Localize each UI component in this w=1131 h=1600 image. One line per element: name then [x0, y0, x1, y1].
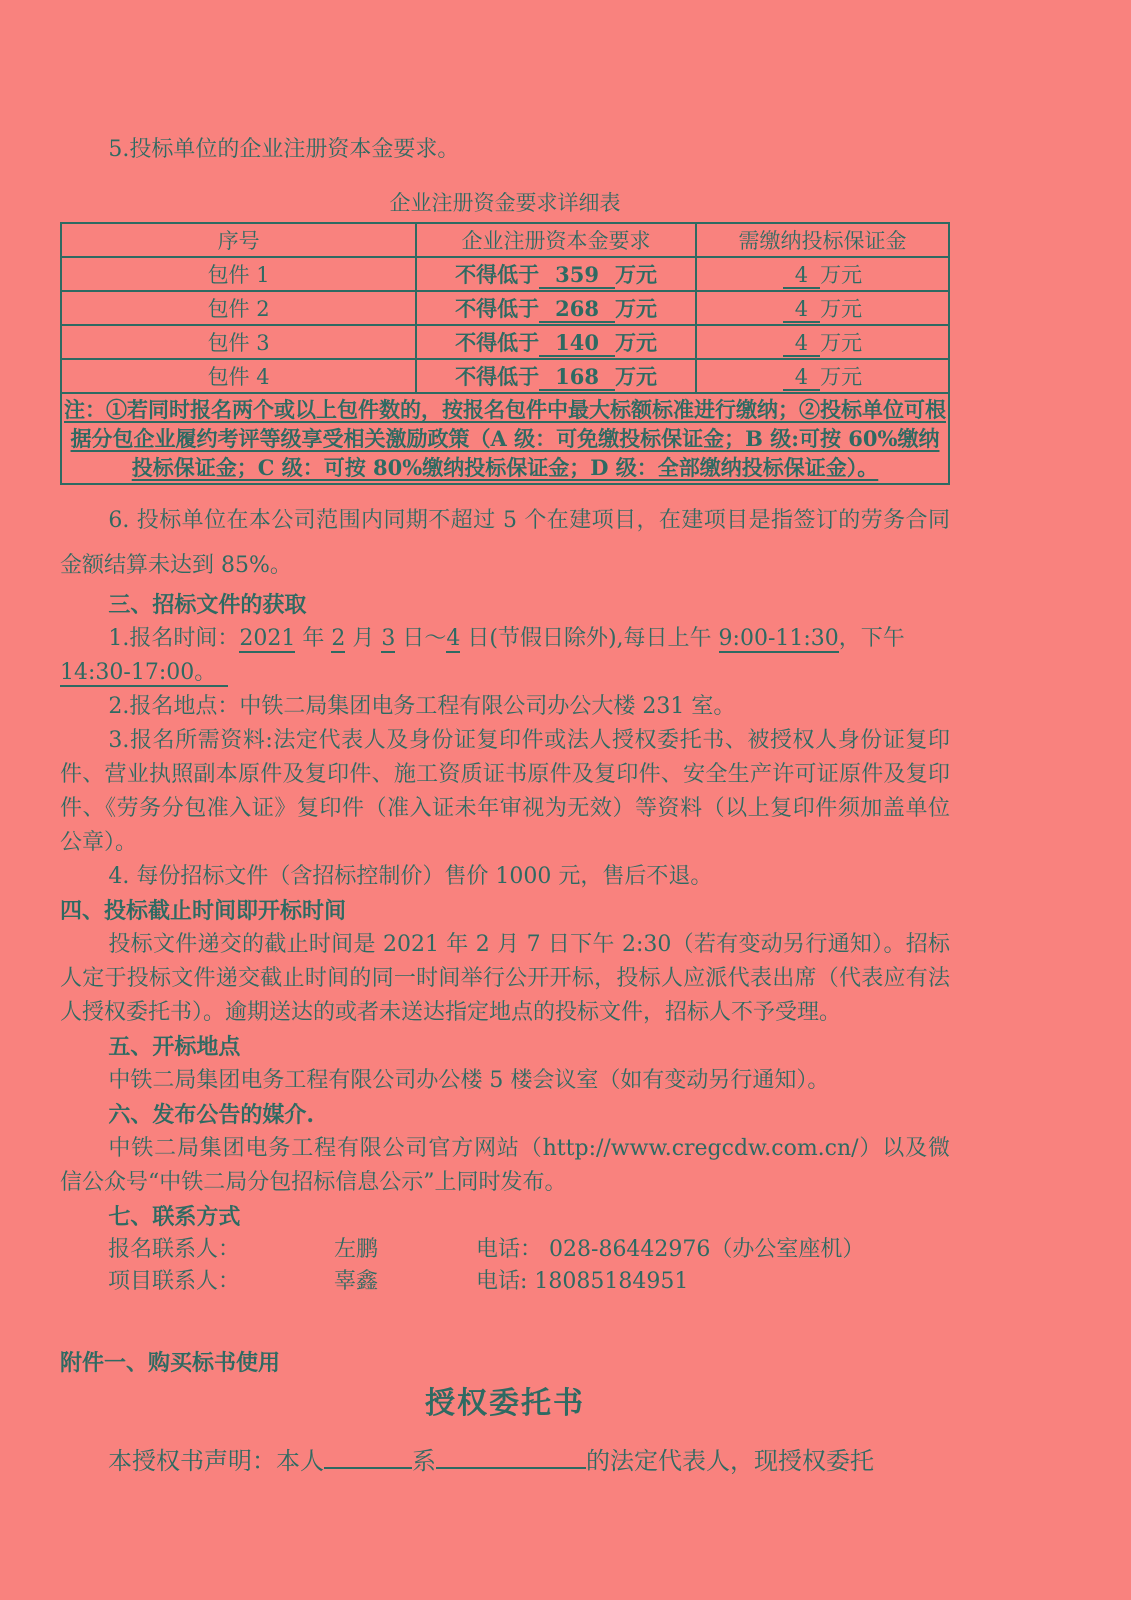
deposit-unit: 万元: [820, 263, 863, 287]
item-2-signup-place: 2.报名地点：中铁二局集团电务工程有限公司办公大楼 231 室。: [108, 694, 736, 719]
signup-year: 2021: [239, 626, 296, 651]
package-seq: 包件 1: [61, 257, 416, 291]
requirement-prefix: 不得低于: [455, 364, 540, 389]
phone-label: 电话：: [476, 1237, 543, 1262]
column-header-seq: 序号: [61, 223, 416, 257]
phone-number: 028-86442976（办公室座机）: [549, 1237, 865, 1262]
deposit-amount: [696, 325, 949, 359]
attachment-heading: 附件一、购买标书使用: [60, 1350, 281, 1376]
requirement-prefix: 不得低于: [455, 296, 540, 321]
table-note-cell: [61, 393, 949, 484]
deposit-unit: 万元: [820, 331, 863, 355]
table-row: [61, 291, 949, 325]
requirement-value: 168: [539, 364, 615, 391]
table-title: 企业注册资金要求详细表: [389, 191, 621, 215]
contact-role: 项目联系人：: [108, 1269, 241, 1294]
deposit-unit: 万元: [820, 297, 863, 321]
deposit-value: 4: [783, 297, 820, 323]
requirement-prefix: 不得低于: [455, 330, 540, 355]
capital-requirement: [416, 325, 696, 359]
blank-person-name-field: [324, 1443, 412, 1469]
poa-mid: 系: [412, 1447, 436, 1475]
phone-number: 18085184951: [534, 1269, 689, 1294]
requirement-unit: 万元: [614, 364, 657, 389]
requirement-unit: 万元: [614, 296, 657, 321]
section-4-paragraph: 投标文件递交的截止时间是 2021 年 2 月 7 日下午 2:30（若有变动另行通知）。招标人定于投标文件递交截止时间的同一时间举行公开开标，投标人应派代表出席（代表应有法人授权委托书）。逾期送达的或者未送达指定地点的投标文件，招标人不予受理。: [60, 932, 950, 1025]
contact-row-signup: [60, 1234, 950, 1266]
signup-day-end: 4: [446, 626, 461, 651]
deposit-value: 4: [783, 331, 820, 357]
contact-name: 左鹏: [334, 1237, 379, 1262]
column-header-capital: 企业注册资本金要求: [416, 223, 696, 257]
table-row: [61, 257, 949, 291]
package-seq: 包件 4: [61, 359, 416, 393]
capital-requirement: [416, 291, 696, 325]
package-seq: 包件 3: [61, 325, 416, 359]
section-6-paragraph: 中铁二局集团电务工程有限公司官方网站（http://www.cregcdw.com.cn/）以及微信公众号“中铁二局分包招标信息公示”上同时发布。: [60, 1136, 950, 1195]
requirement-prefix: 不得低于: [455, 262, 540, 287]
signup-time-prefix: 1.报名时间：: [108, 626, 240, 651]
signup-time-sep5: ，下午: [838, 626, 905, 651]
deposit-unit: 万元: [820, 365, 863, 389]
item-6-project-limit: 6. 投标单位在本公司范围内同期不超过 5 个在建项目，在建项目是指签订的劳务合同金额结算未达到 85%。: [60, 508, 950, 578]
deposit-value: 4: [783, 365, 820, 391]
contact-row-project: [60, 1266, 950, 1298]
deposit-value: 4: [783, 263, 820, 289]
requirement-value: 140: [539, 330, 615, 357]
capital-requirements-table: [60, 222, 950, 485]
item-1-signup-time: [60, 622, 950, 690]
section-6-heading: 六、发布公告的媒介.: [108, 1102, 315, 1128]
poa-suffix: 的法定代表人，现授权委托: [586, 1447, 874, 1475]
signup-day-start: 3: [381, 626, 396, 651]
requirement-value: 268: [539, 296, 615, 323]
requirement-unit: 万元: [614, 330, 657, 355]
requirement-value: 359: [539, 262, 615, 289]
signup-morning-hours: 9:00-11:30: [718, 626, 839, 651]
section-5-heading: 五、开标地点: [108, 1034, 241, 1060]
table-note-row: [61, 393, 949, 484]
item-3-required-materials: 3.报名所需资料:法定代表人及身份证复印件或法人授权委托书、被授权人身份证复印件、营业执照副本原件及复印件、施工资质证书原件及复印件、安全生产许可证原件及复印件、《劳务分包准入证》复印件（准入证未年审视为无效）等资料（以上复印件须加盖单位公章）。: [60, 728, 950, 855]
signup-afternoon-hours: 14:30-17:00。: [60, 660, 228, 687]
section-3-heading: 三、招标文件的获取: [108, 592, 307, 618]
section-4-heading: 四、投标截止时间即开标时间: [60, 898, 347, 924]
deposit-amount: [696, 291, 949, 325]
table-note: 注：①若同时报名两个或以上包件数的，按报名包件中最大标额标准进行缴纳；②投标单位可根据分包企业履约考评等级享受相关激励政策（A 级：可免缴投标保证金；B 级:可按 60%缴纳投标保证金；C 级：可按 80%缴纳投标保证金；D 级：全部缴纳投标保证金）。: [64, 397, 946, 480]
poa-prefix: 本授权书声明：本人: [108, 1447, 324, 1475]
contact-role: 报名联系人：: [108, 1237, 241, 1262]
power-of-attorney-line: [60, 1442, 950, 1480]
signup-time-sep4: 日(节假日除外),每日上午: [460, 626, 719, 651]
contact-name: 辜鑫: [334, 1269, 379, 1294]
power-of-attorney-title: 授权委托书: [425, 1386, 585, 1421]
capital-requirement: [416, 257, 696, 291]
signup-time-sep3: 日～: [395, 626, 447, 651]
deposit-amount: [696, 257, 949, 291]
table-row: [61, 325, 949, 359]
column-header-deposit: 需缴纳投标保证金: [696, 223, 949, 257]
item-4-document-price: 4. 每份招标文件（含招标控制价）售价 1000 元，售后不退。: [108, 864, 713, 889]
section-5-paragraph: 中铁二局集团电务工程有限公司办公楼 5 楼会议室（如有变动另行通知）。: [108, 1068, 830, 1093]
package-seq: 包件 2: [61, 291, 416, 325]
item-5-registered-capital: 5.投标单位的企业注册资本金要求。: [108, 137, 460, 162]
phone-label: 电话:: [476, 1269, 528, 1294]
signup-time-sep2: 月: [345, 626, 382, 651]
requirement-unit: 万元: [614, 262, 657, 287]
deposit-amount: [696, 359, 949, 393]
signup-time-sep1: 年: [295, 626, 332, 651]
signup-month: 2: [331, 626, 346, 651]
table-row: [61, 359, 949, 393]
section-7-heading: 七、联系方式: [108, 1204, 241, 1230]
table-header-row: [61, 223, 949, 257]
blank-company-name-field: [436, 1443, 586, 1469]
capital-requirement: [416, 359, 696, 393]
